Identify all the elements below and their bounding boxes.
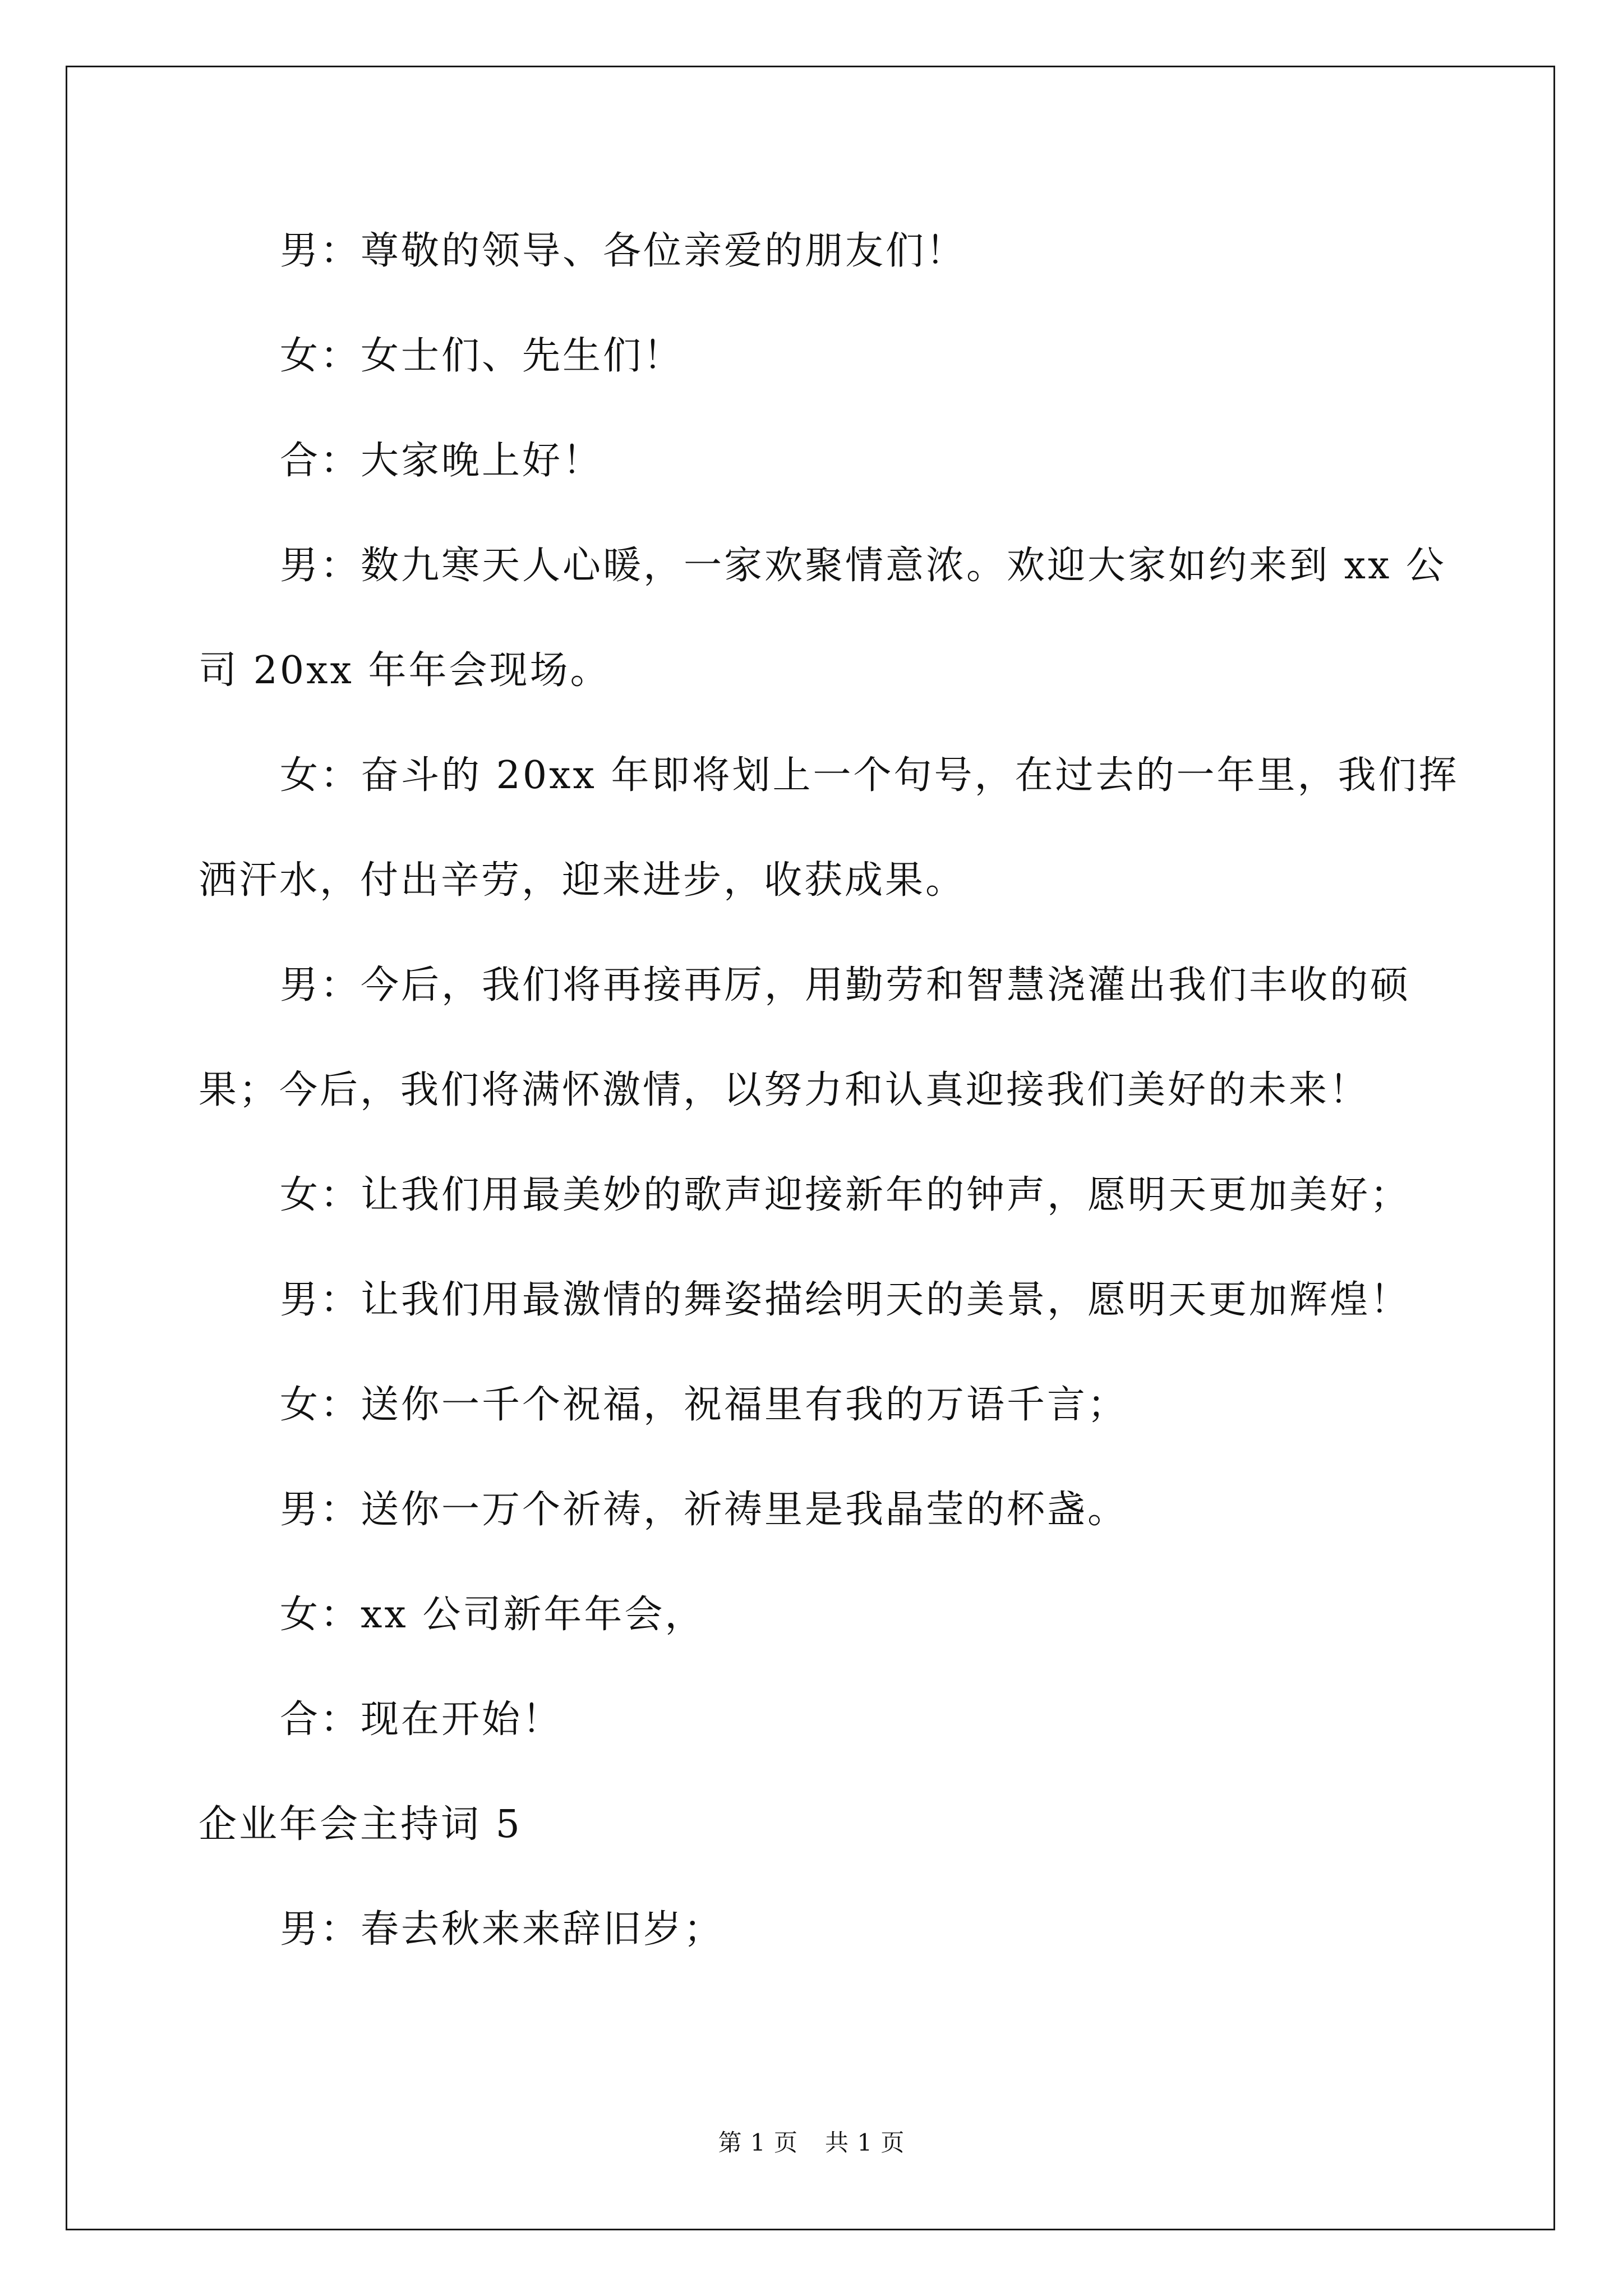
dialogue-line: 合：现在开始！ bbox=[280, 1697, 563, 1742]
dialogue-line: 男：今后，我们将再接再厉，用勤劳和智慧浇灌出我们丰收的硕 bbox=[280, 963, 1411, 1007]
page-total: 共 1 页 bbox=[825, 2129, 905, 2156]
dialogue-line: 男：送你一万个祈祷，祈祷里是我晶莹的杯盏。 bbox=[280, 1488, 1128, 1532]
dialogue-line: 女：送你一千个祝福，祝福里有我的万语千言； bbox=[280, 1383, 1128, 1427]
page-number: 第 1 页 bbox=[718, 2129, 798, 2156]
dialogue-line: 男：尊敬的领导、各位亲爱的朋友们！ bbox=[280, 229, 967, 273]
dialogue-line-continuation: 洒汗水，付出辛劳，迎来进步，收获成果。 bbox=[199, 858, 966, 903]
dialogue-line-continuation: 司 20xx 年年会现场。 bbox=[199, 648, 611, 693]
dialogue-line: 女：女士们、先生们！ bbox=[280, 334, 684, 378]
dialogue-line: 女：xx 公司新年年会， bbox=[280, 1593, 706, 1637]
dialogue-line: 男：春去秋来来辞旧岁； bbox=[280, 1907, 725, 1952]
page-footer bbox=[0, 2129, 1623, 2157]
dialogue-line: 男：让我们用最激情的舞姿描绘明天的美景，愿明天更加辉煌！ bbox=[280, 1278, 1411, 1322]
dialogue-line-continuation: 果；今后，我们将满怀激情，以努力和认真迎接我们美好的未来！ bbox=[199, 1068, 1370, 1112]
dialogue-line: 女：奋斗的 20xx 年即将划上一个句号，在过去的一年里，我们挥 bbox=[280, 753, 1459, 798]
document-body bbox=[199, 0, 1459, 2076]
dialogue-line: 女：让我们用最美妙的歌声迎接新年的钟声，愿明天更加美好； bbox=[280, 1173, 1411, 1217]
dialogue-line: 男：数九寒天人心暖，一家欢聚情意浓。欢迎大家如约来到 xx 公 bbox=[280, 544, 1446, 588]
section-heading: 企业年会主持词 5 bbox=[199, 1802, 522, 1847]
dialogue-line: 合：大家晚上好！ bbox=[280, 439, 603, 483]
